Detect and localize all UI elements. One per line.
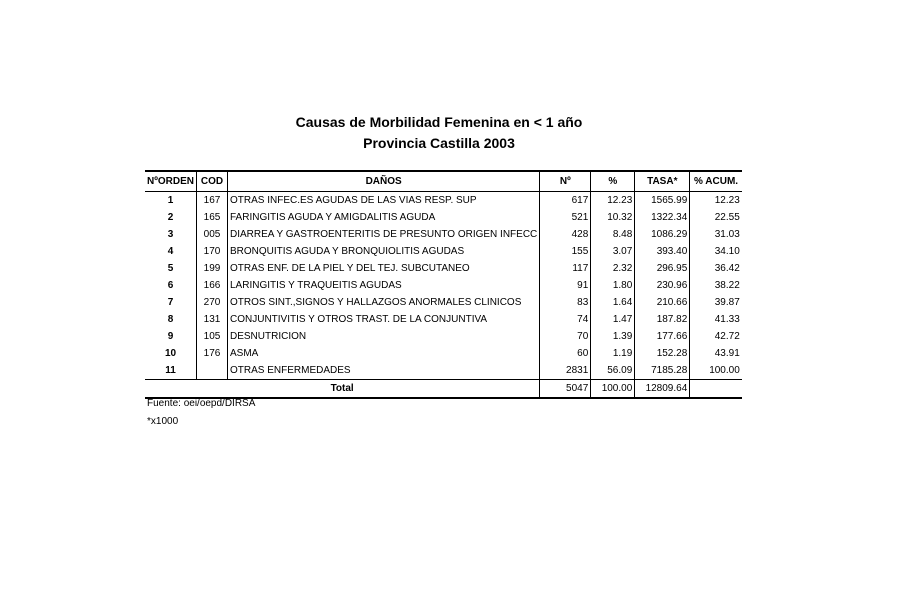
row-porcentaje: 1.80 [591, 277, 635, 294]
row-cod: 131 [197, 311, 228, 328]
total-row [145, 380, 742, 399]
row-tasa: 1086.29 [635, 226, 690, 243]
row-porcentaje: 2.32 [591, 260, 635, 277]
row-dano: LARINGITIS Y TRAQUEITIS AGUDAS [228, 277, 540, 294]
table-row [145, 362, 742, 380]
table-body [145, 192, 742, 380]
row-cod: 005 [197, 226, 228, 243]
row-numero: 428 [540, 226, 591, 243]
row-acumulado: 39.87 [690, 294, 742, 311]
row-numero: 74 [540, 311, 591, 328]
row-numero: 521 [540, 209, 591, 226]
row-porcentaje: 3.07 [591, 243, 635, 260]
row-dano: DESNUTRICION [228, 328, 540, 345]
row-acumulado: 22.55 [690, 209, 742, 226]
row-cod: 199 [197, 260, 228, 277]
row-numero: 617 [540, 192, 591, 210]
table-row [145, 311, 742, 328]
header-tasa: TASA* [635, 171, 690, 192]
row-cod: 165 [197, 209, 228, 226]
row-tasa: 210.66 [635, 294, 690, 311]
row-orden: 5 [145, 260, 197, 277]
row-numero: 2831 [540, 362, 591, 380]
row-porcentaje: 8.48 [591, 226, 635, 243]
row-numero: 70 [540, 328, 591, 345]
row-orden: 11 [145, 362, 197, 380]
row-numero: 60 [540, 345, 591, 362]
row-cod: 270 [197, 294, 228, 311]
row-cod: 167 [197, 192, 228, 210]
table-row [145, 243, 742, 260]
page-title: Causas de Morbilidad Femenina en < 1 año [295, 114, 583, 130]
row-orden: 7 [145, 294, 197, 311]
header-acumulado: % ACUM. [690, 171, 742, 192]
table-row [145, 260, 742, 277]
row-acumulado: 42.72 [690, 328, 742, 345]
row-cod: 170 [197, 243, 228, 260]
row-orden: 2 [145, 209, 197, 226]
row-orden: 3 [145, 226, 197, 243]
table-header-row [145, 171, 742, 192]
row-tasa: 230.96 [635, 277, 690, 294]
row-tasa: 1322.34 [635, 209, 690, 226]
row-acumulado: 100.00 [690, 362, 742, 380]
row-acumulado: 41.33 [690, 311, 742, 328]
row-porcentaje: 1.39 [591, 328, 635, 345]
row-acumulado: 12.23 [690, 192, 742, 210]
row-dano: OTRAS ENF. DE LA PIEL Y DEL TEJ. SUBCUTANEO [228, 260, 540, 277]
table-row [145, 209, 742, 226]
row-dano: DIARREA Y GASTROENTERITIS DE PRESUNTO ORIGEN INFECC [228, 226, 540, 243]
row-acumulado: 43.91 [690, 345, 742, 362]
table-row [145, 345, 742, 362]
row-porcentaje: 12.23 [591, 192, 635, 210]
row-orden: 1 [145, 192, 197, 210]
row-dano: BRONQUITIS AGUDA Y BRONQUIOLITIS AGUDAS [228, 243, 540, 260]
row-dano: FARINGITIS AGUDA Y AMIGDALITIS AGUDA [228, 209, 540, 226]
row-acumulado: 36.42 [690, 260, 742, 277]
table-row [145, 192, 742, 210]
row-tasa: 177.66 [635, 328, 690, 345]
row-cod [197, 362, 228, 380]
row-dano: OTRAS ENFERMEDADES [228, 362, 540, 380]
row-dano: ASMA [228, 345, 540, 362]
row-dano: OTRAS INFEC.ES AGUDAS DE LAS VIAS RESP. SUP [228, 192, 540, 210]
row-porcentaje: 1.64 [591, 294, 635, 311]
row-acumulado: 31.03 [690, 226, 742, 243]
total-tasa: 12809.64 [635, 380, 690, 399]
header-danos: DAÑOS [228, 171, 540, 192]
row-numero: 83 [540, 294, 591, 311]
row-tasa: 1565.99 [635, 192, 690, 210]
header-numero: Nº [540, 171, 591, 192]
row-tasa: 187.82 [635, 311, 690, 328]
row-orden: 8 [145, 311, 197, 328]
row-tasa: 7185.28 [635, 362, 690, 380]
total-acumulado [690, 380, 742, 399]
row-orden: 10 [145, 345, 197, 362]
row-orden: 4 [145, 243, 197, 260]
morbidity-table [145, 170, 742, 399]
table-row [145, 277, 742, 294]
row-dano: CONJUNTIVITIS Y OTROS TRAST. DE LA CONJUNTIVA [228, 311, 540, 328]
unit-note: *x1000 [147, 416, 179, 427]
row-tasa: 296.95 [635, 260, 690, 277]
table-row [145, 226, 742, 243]
row-tasa: 393.40 [635, 243, 690, 260]
row-acumulado: 38.22 [690, 277, 742, 294]
row-porcentaje: 1.19 [591, 345, 635, 362]
row-porcentaje: 56.09 [591, 362, 635, 380]
table-row [145, 294, 742, 311]
total-label: Total [145, 380, 540, 399]
row-cod: 166 [197, 277, 228, 294]
row-numero: 117 [540, 260, 591, 277]
row-porcentaje: 10.32 [591, 209, 635, 226]
row-cod: 105 [197, 328, 228, 345]
row-numero: 91 [540, 277, 591, 294]
row-orden: 9 [145, 328, 197, 345]
page-subtitle: Provincia Castilla 2003 [363, 135, 515, 151]
header-porcentaje: % [591, 171, 635, 192]
total-numero: 5047 [540, 380, 591, 399]
row-dano: OTROS SINT.,SIGNOS Y HALLAZGOS ANORMALES CLINICOS [228, 294, 540, 311]
source-note: Fuente: oei/oepd/DIRSA [147, 398, 256, 409]
row-orden: 6 [145, 277, 197, 294]
table-row [145, 328, 742, 345]
row-numero: 155 [540, 243, 591, 260]
header-cod: COD [197, 171, 228, 192]
row-cod: 176 [197, 345, 228, 362]
header-orden: NºORDEN [145, 171, 197, 192]
row-tasa: 152.28 [635, 345, 690, 362]
total-porcentaje: 100.00 [591, 380, 635, 399]
row-acumulado: 34.10 [690, 243, 742, 260]
row-porcentaje: 1.47 [591, 311, 635, 328]
